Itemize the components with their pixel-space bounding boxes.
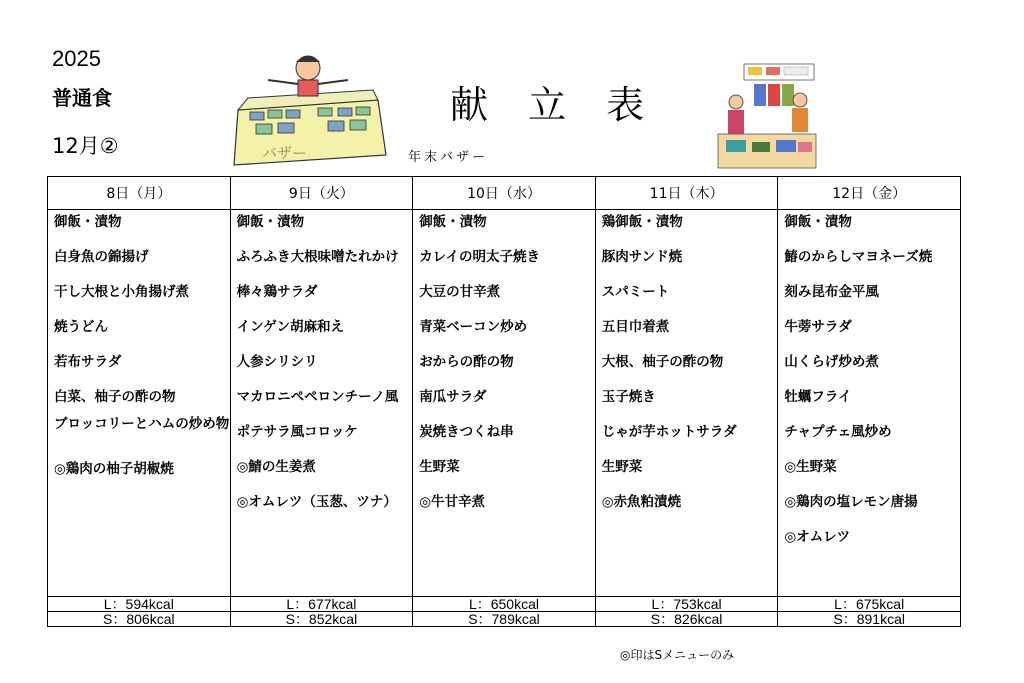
kcal-l-tue: L：677kcal bbox=[230, 597, 413, 612]
menu-type-label: 普通食 bbox=[52, 86, 112, 110]
menu-item: 干し大根と小角揚げ煮 bbox=[54, 284, 189, 300]
menu-item: ◎生野菜 bbox=[784, 459, 837, 475]
menu-item: インゲン胡麻和え bbox=[236, 319, 345, 335]
kcal-s-wed: S：789kcal bbox=[413, 612, 596, 627]
menu-item: ◎牛甘辛煮 bbox=[419, 494, 485, 510]
kcal-s-mon: S：806kcal bbox=[48, 612, 231, 627]
day-header-row bbox=[48, 177, 961, 210]
menu-item: ◎鯖の生姜煮 bbox=[236, 459, 316, 475]
menu-items-row bbox=[48, 210, 961, 597]
menu-column-thu bbox=[595, 210, 778, 597]
menu-item: カレイの明太子焼き bbox=[419, 249, 541, 265]
menu-item: ◎鶏肉の柚子胡椒焼 bbox=[54, 461, 174, 477]
menu-item: 豚肉サンド焼 bbox=[601, 249, 683, 265]
menu-item: 焼うどん bbox=[54, 319, 108, 335]
footnote: ◎印はSメニューのみ bbox=[620, 648, 735, 662]
menu-item: じゃが芋ホットサラダ bbox=[601, 424, 737, 440]
kcal-s-tue: S：852kcal bbox=[230, 612, 413, 627]
day-header-wed: 10日（水） bbox=[413, 177, 596, 210]
menu-item: 鰆のからしマヨネーズ焼 bbox=[784, 249, 933, 265]
menu-item: ポテサラ風コロッケ bbox=[236, 424, 358, 440]
day-header-fri: 12日（金） bbox=[778, 177, 961, 210]
menu-item: 刻み昆布金平風 bbox=[784, 284, 879, 300]
shoppers-illustration bbox=[714, 62, 820, 172]
menu-item: チャプチェ風炒め bbox=[784, 424, 892, 440]
menu-table bbox=[47, 176, 961, 627]
menu-column-wed bbox=[413, 210, 596, 597]
day-header-mon: 8日（月） bbox=[48, 177, 231, 210]
kcal-s-thu: S：826kcal bbox=[595, 612, 778, 627]
menu-column-fri bbox=[778, 210, 961, 597]
menu-item: 玉子焼き bbox=[601, 389, 656, 405]
menu-item: 御飯・漬物 bbox=[236, 214, 305, 230]
event-label: 年末バザー bbox=[408, 150, 489, 165]
kcal-l-wed: L：650kcal bbox=[413, 597, 596, 612]
menu-item: マカロニペペロンチーノ風 bbox=[236, 389, 399, 405]
menu-item: 生野菜 bbox=[601, 459, 643, 475]
month-label: 12月② bbox=[52, 134, 119, 158]
menu-item: 青菜ベーコン炒め bbox=[419, 319, 528, 335]
menu-item: 鶏御飯・漬物 bbox=[601, 214, 683, 230]
menu-column-tue bbox=[230, 210, 413, 597]
day-header-thu: 11日（木） bbox=[595, 177, 778, 210]
kcal-l-row bbox=[48, 597, 961, 612]
menu-item: ◎赤魚粕漬焼 bbox=[601, 494, 682, 510]
menu-item: 南瓜サラダ bbox=[419, 389, 487, 405]
menu-item: ブロッコリーとハムの炒め物 bbox=[54, 416, 230, 432]
kcal-l-mon: L：594kcal bbox=[48, 597, 231, 612]
menu-item: 五目巾着煮 bbox=[601, 319, 670, 335]
menu-item: ◎オムレツ bbox=[784, 529, 851, 545]
menu-item: 白菜、柚子の酢の物 bbox=[54, 389, 176, 405]
menu-item: 棒々鶏サラダ bbox=[236, 284, 318, 300]
menu-item: 牡蠣フライ bbox=[784, 389, 852, 405]
menu-item: 牛蒡サラダ bbox=[784, 319, 852, 335]
menu-item: 御飯・漬物 bbox=[419, 214, 487, 230]
menu-item: おからの酢の物 bbox=[419, 354, 514, 370]
page-title: 献 立 表 bbox=[450, 83, 659, 127]
menu-item: 炭焼きつくね串 bbox=[419, 424, 514, 440]
menu-item: ふろふき大根味噌たれかけ bbox=[236, 249, 399, 265]
menu-item: スパミート bbox=[601, 284, 670, 300]
kcal-s-row bbox=[48, 612, 961, 627]
menu-item: 山くらげ炒め煮 bbox=[784, 354, 879, 370]
menu-item: 人参シリシリ bbox=[236, 354, 318, 370]
kcal-l-thu: L：753kcal bbox=[595, 597, 778, 612]
menu-item: 若布サラダ bbox=[54, 354, 122, 370]
menu-item: 御飯・漬物 bbox=[54, 214, 122, 230]
day-header-tue: 9日（火） bbox=[230, 177, 413, 210]
menu-column-mon bbox=[48, 210, 231, 597]
kcal-l-fri: L：675kcal bbox=[778, 597, 961, 612]
menu-item: 御飯・漬物 bbox=[784, 214, 852, 230]
menu-item: ◎鶏肉の塩レモン唐揚 bbox=[784, 494, 918, 510]
menu-item: 白身魚の錦揚げ bbox=[54, 249, 149, 265]
menu-item: 生野菜 bbox=[419, 459, 460, 475]
year-label: 2025 bbox=[52, 46, 101, 71]
kcal-s-fri: S：891kcal bbox=[778, 612, 961, 627]
bazaar-stall-illustration bbox=[228, 50, 388, 170]
menu-item: 大豆の甘辛煮 bbox=[419, 284, 501, 300]
bazaar-sign-text: バザー bbox=[262, 144, 308, 162]
menu-item: 大根、柚子の酢の物 bbox=[601, 354, 724, 370]
menu-item: ◎オムレツ（玉葱、ツナ） bbox=[236, 494, 397, 510]
